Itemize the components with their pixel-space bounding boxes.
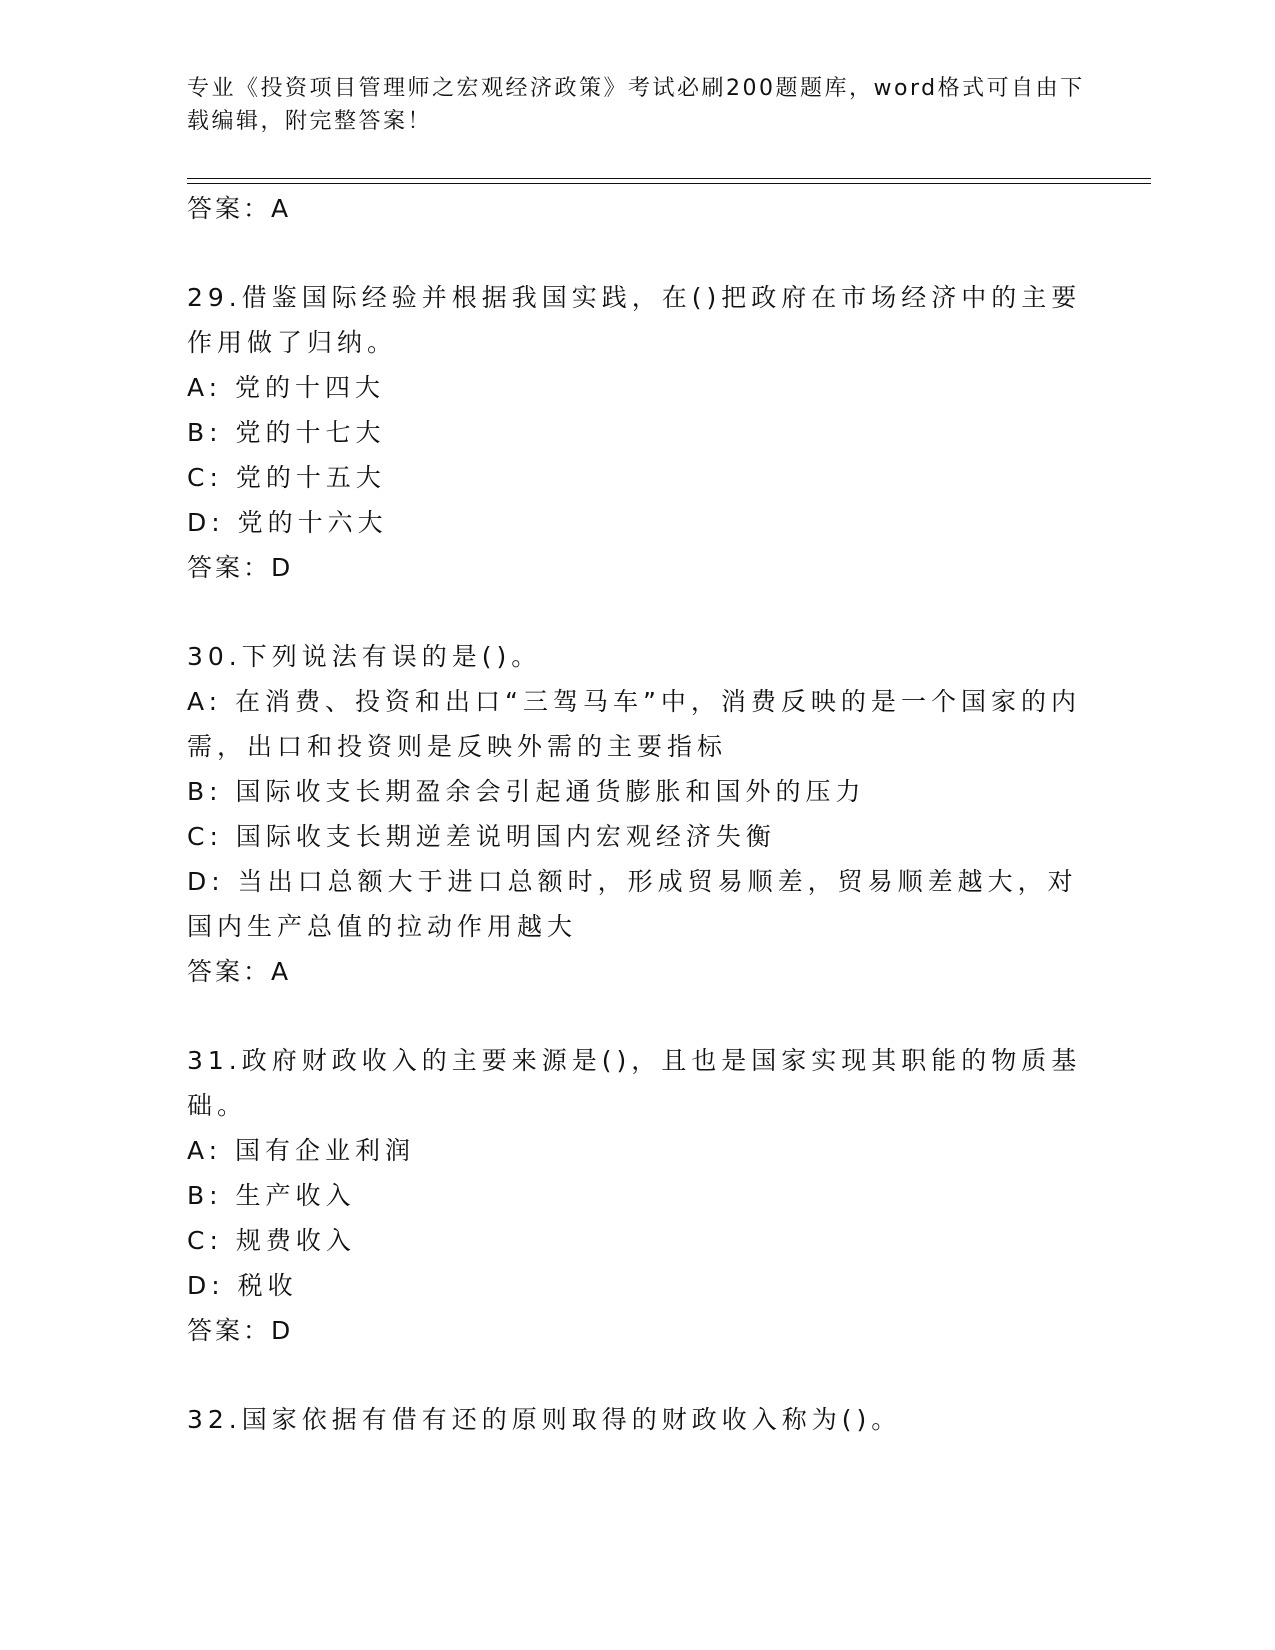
question-block [187,1038,1087,1353]
header-divider-bottom [187,183,1151,184]
option-c: C: 规费收入 [187,1226,356,1255]
option-c: C: 党的十五大 [187,463,386,492]
question-stem: 31.政府财政收入的主要来源是()，且也是国家实现其职能的物质基础。 [187,1046,1082,1120]
option-a: A: 在消费、投资和出口“三驾马车”中，消费反映的是一个国家的内需，出口和投资则是反映外需的主要指标 [187,687,1081,761]
answer-line: 答案：D [187,553,294,582]
option-b: B: 生产收入 [187,1181,356,1210]
answer-line: 答案：A [187,957,292,986]
answer-line: 答案：A [187,194,292,223]
option-b: B: 国际收支长期盈余会引起通货膨胀和国外的压力 [187,777,866,806]
option-b: B: 党的十七大 [187,418,386,447]
question-block [187,275,1087,590]
option-a: A: 党的十四大 [187,373,386,402]
option-d: D: 税收 [187,1271,298,1300]
question-block [187,1397,1087,1442]
document-body [187,186,1087,1442]
header-divider-top [187,178,1151,179]
answer-line: 答案：D [187,1316,294,1345]
option-d: D: 党的十六大 [187,508,388,537]
question-stem: 29.借鉴国际经验并根据我国实践，在()把政府在市场经济中的主要作用做了归纳。 [187,283,1082,357]
document-header: 专业《投资项目管理师之宏观经济政策》考试必刷200题题库，word格式可自由下载编辑，附完整答案！ [187,76,1085,134]
option-c: C: 国际收支长期逆差说明国内宏观经济失衡 [187,822,776,851]
option-d: D: 当出口总额大于进口总额时，形成贸易顺差，贸易顺差越大，对国内生产总值的拉动作用越大 [187,867,1078,941]
option-a: A: 国有企业利润 [187,1136,416,1165]
question-stem: 32.国家依据有借有还的原则取得的财政收入称为()。 [187,1405,902,1434]
question-stem: 30.下列说法有误的是()。 [187,642,542,671]
question-block [187,634,1087,994]
